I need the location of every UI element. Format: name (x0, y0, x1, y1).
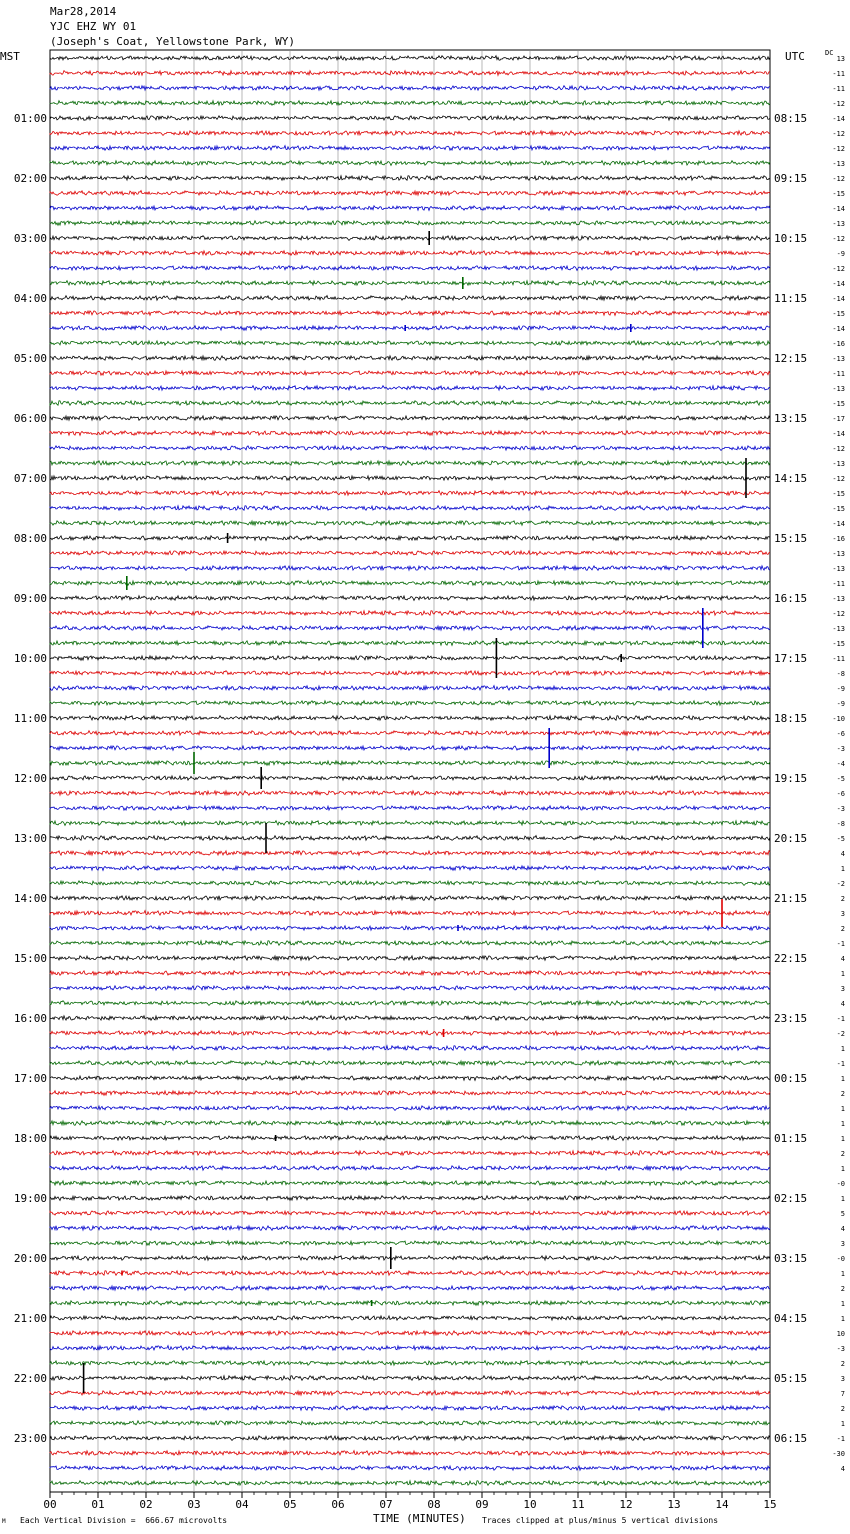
mst-hour-label: 17:00 (13, 1072, 47, 1085)
dc-offset-value: -1 (836, 1435, 845, 1443)
mst-hour-label: 16:00 (13, 1012, 47, 1025)
x-tick-label: 11 (571, 1498, 585, 1511)
utc-hour-label: 17:15 (774, 652, 808, 665)
utc-hour-label: 18:15 (774, 712, 808, 725)
dc-offset-value: -12 (832, 235, 845, 243)
trace-row (50, 806, 770, 810)
dc-offset-value: -6 (836, 730, 845, 738)
vertical-division-note: Each Vertical Division = 666.67 microvolts (20, 1516, 228, 1525)
dc-offset-value: -13 (832, 385, 845, 393)
dc-offset-value: -15 (832, 490, 845, 498)
dc-offset-value: -12 (832, 100, 845, 108)
station-location: (Joseph's Coat, Yellowstone Park, WY) (50, 35, 296, 48)
mst-hour-label: 10:00 (13, 652, 47, 665)
dc-offset-header: DC (825, 49, 834, 57)
trace-row (50, 341, 770, 346)
trace-row (50, 101, 770, 106)
dc-offset-value: 2 (840, 925, 845, 933)
utc-hour-label: 05:15 (774, 1372, 808, 1385)
trace-row (50, 641, 770, 646)
dc-offset-value: -11 (832, 70, 845, 78)
mst-hour-label: 03:00 (13, 232, 47, 245)
dc-offset-value: 1 (840, 1315, 845, 1323)
dc-offset-value: -5 (836, 775, 845, 783)
utc-hour-label: 19:15 (774, 772, 808, 785)
trace-row (50, 881, 770, 886)
trace-row (50, 1091, 770, 1096)
utc-hour-label: 13:15 (774, 412, 808, 425)
station-code: YJC EHZ WY 01 (50, 20, 137, 33)
trace-row (50, 1031, 770, 1036)
dc-offset-value: 1 (840, 1120, 845, 1128)
trace-row (50, 371, 770, 376)
dc-offset-value: 4 (840, 1465, 845, 1473)
x-tick-label: 06 (331, 1498, 345, 1511)
dc-offset-value: -11 (832, 655, 845, 663)
dc-offset-value: -8 (836, 670, 845, 678)
dc-offset-value: -15 (832, 310, 845, 318)
corner-mark: M (2, 1518, 6, 1525)
utc-hour-label: 14:15 (774, 472, 808, 485)
trace-row (50, 206, 770, 211)
trace-row (50, 821, 770, 826)
dc-offset-value: -11 (832, 85, 845, 93)
utc-hour-label: 21:15 (774, 892, 808, 905)
dc-offset-value: 1 (840, 1165, 845, 1173)
dc-offset-value: -14 (832, 115, 845, 123)
trace-row (50, 1451, 770, 1456)
dc-offset-value: 3 (840, 910, 845, 918)
trace-row (50, 71, 770, 76)
trace-row (50, 356, 770, 361)
trace-row (50, 836, 770, 841)
trace-row (50, 986, 770, 990)
x-tick-label: 08 (427, 1498, 441, 1511)
trace-row (50, 1076, 770, 1081)
dc-offset-value: -9 (836, 685, 845, 693)
trace-row (50, 1166, 770, 1171)
dc-offset-value: -4 (836, 760, 845, 768)
utc-hour-label: 06:15 (774, 1432, 808, 1445)
trace-row (50, 1136, 770, 1141)
trace-row (50, 86, 770, 91)
dc-offset-value: 3 (840, 1375, 845, 1383)
dc-offset-value: -17 (832, 415, 845, 423)
dc-offset-value: 2 (840, 895, 845, 903)
dc-offset-value: -11 (832, 580, 845, 588)
trace-row (50, 941, 770, 946)
trace-row (50, 191, 770, 196)
trace-row (50, 1106, 770, 1111)
x-tick-label: 09 (475, 1498, 489, 1511)
mst-hour-label: 18:00 (13, 1132, 47, 1145)
dc-offset-value: -6 (836, 790, 845, 798)
dc-offset-value: -8 (836, 820, 845, 828)
dc-offset-value: -12 (832, 145, 845, 153)
x-tick-label: 13 (667, 1498, 681, 1511)
trace-row (50, 626, 770, 631)
trace-row (50, 896, 770, 901)
dc-offset-value: -14 (832, 295, 845, 303)
dc-offset-value: -12 (832, 265, 845, 273)
dc-offset-value: -5 (836, 835, 845, 843)
trace-row (50, 956, 770, 961)
trace-row (50, 1346, 770, 1351)
dc-offset-value: -11 (832, 370, 845, 378)
trace-row (50, 1421, 770, 1425)
dc-offset-labels (832, 55, 845, 1473)
mst-hour-label: 22:00 (13, 1372, 47, 1385)
trace-row (50, 1151, 770, 1156)
dc-offset-value: -13 (832, 355, 845, 363)
trace-row (50, 1301, 770, 1306)
dc-offset-value: -14 (832, 325, 845, 333)
dc-offset-value: -9 (836, 250, 845, 258)
mst-hour-label: 23:00 (13, 1432, 47, 1445)
trace-row (50, 746, 770, 751)
x-tick-label: 01 (91, 1498, 105, 1511)
dc-offset-value: 1 (840, 1045, 845, 1053)
seismic-events (84, 231, 746, 1393)
utc-hour-label: 08:15 (774, 112, 808, 125)
dc-offset-value: 7 (840, 1390, 845, 1398)
trace-row (50, 1286, 770, 1291)
trace-row (50, 146, 770, 151)
mst-hour-label: 01:00 (13, 112, 47, 125)
trace-row (50, 536, 770, 541)
dc-offset-value: -1 (836, 1015, 845, 1023)
trace-row (50, 776, 770, 781)
trace-row (50, 1016, 770, 1021)
dc-offset-value: 1 (840, 865, 845, 873)
dc-offset-value: 2 (840, 1150, 845, 1158)
dc-offset-value: -13 (832, 220, 845, 228)
dc-offset-value: -3 (836, 805, 845, 813)
trace-row (50, 1406, 770, 1411)
utc-hour-labels (774, 112, 807, 1445)
utc-hour-label: 01:15 (774, 1132, 808, 1145)
dc-offset-value: -15 (832, 190, 845, 198)
dc-offset-value: -12 (832, 175, 845, 183)
dc-offset-value: 3 (840, 1240, 845, 1248)
seismic-traces (50, 56, 770, 1486)
trace-row (50, 1391, 770, 1396)
x-axis-ticks (43, 1492, 776, 1511)
dc-offset-value: -14 (832, 205, 845, 213)
trace-row (50, 1376, 770, 1381)
dc-offset-value: 4 (840, 955, 845, 963)
dc-offset-value: 1 (840, 1075, 845, 1083)
dc-offset-value: -14 (832, 280, 845, 288)
trace-row (50, 551, 770, 556)
trace-row (50, 791, 770, 796)
dc-offset-value: -13 (832, 460, 845, 468)
mst-hour-label: 11:00 (13, 712, 47, 725)
trace-row (50, 266, 770, 271)
trace-row (50, 401, 770, 406)
dc-offset-value: 1 (840, 1135, 845, 1143)
trace-row (50, 701, 770, 706)
dc-offset-value: -16 (832, 340, 845, 348)
utc-hour-label: 20:15 (774, 832, 808, 845)
trace-row (50, 1181, 770, 1186)
trace-row (50, 926, 770, 931)
dc-offset-value: 1 (840, 1300, 845, 1308)
trace-row (50, 1241, 770, 1245)
dc-offset-value: -1 (836, 1060, 845, 1068)
x-tick-label: 04 (235, 1498, 249, 1511)
trace-row (50, 656, 770, 661)
trace-row (50, 1466, 770, 1471)
utc-hour-label: 10:15 (774, 232, 808, 245)
dc-offset-value: -16 (832, 535, 845, 543)
trace-row (50, 1271, 770, 1276)
mst-hour-label: 07:00 (13, 472, 47, 485)
dc-offset-value: 5 (840, 1210, 845, 1218)
mst-hour-label: 08:00 (13, 532, 47, 545)
dc-offset-value: -10 (832, 715, 845, 723)
right-timezone-label: UTC (785, 50, 805, 63)
trace-row (50, 176, 770, 181)
dc-offset-value: 1 (840, 1105, 845, 1113)
dc-offset-value: 1 (840, 970, 845, 978)
dc-offset-value: -12 (832, 475, 845, 483)
trace-row (50, 1361, 770, 1366)
trace-row (50, 731, 770, 736)
utc-hour-label: 02:15 (774, 1192, 808, 1205)
dc-offset-value: -12 (832, 130, 845, 138)
trace-row (50, 1226, 770, 1231)
dc-offset-value: -13 (832, 160, 845, 168)
trace-row (50, 581, 770, 586)
trace-row (50, 1001, 770, 1006)
trace-row (50, 461, 770, 466)
trace-row (50, 1061, 770, 1066)
dc-offset-value: -15 (832, 400, 845, 408)
trace-row (50, 56, 770, 61)
trace-row (50, 911, 770, 916)
mst-hour-label: 02:00 (13, 172, 47, 185)
utc-hour-label: 22:15 (774, 952, 808, 965)
trace-row (50, 611, 770, 616)
dc-offset-value: 3 (840, 985, 845, 993)
trace-row (50, 1121, 770, 1126)
dc-offset-value: 1 (840, 1420, 845, 1428)
dc-offset-value: -0 (836, 1180, 845, 1188)
x-axis-title: TIME (MINUTES) (373, 1512, 466, 1525)
dc-offset-value: -2 (836, 1030, 845, 1038)
dc-offset-value: -2 (836, 880, 845, 888)
x-tick-label: 07 (379, 1498, 393, 1511)
trace-row (50, 671, 770, 676)
mst-hour-label: 14:00 (13, 892, 47, 905)
x-tick-label: 15 (763, 1498, 777, 1511)
dc-offset-value: -0 (836, 1255, 845, 1263)
dc-offset-value: 2 (840, 1405, 845, 1413)
mst-hour-label: 20:00 (13, 1252, 47, 1265)
mst-hour-label: 04:00 (13, 292, 47, 305)
trace-row (50, 236, 770, 241)
dc-offset-value: -12 (832, 610, 845, 618)
dc-offset-value: -30 (832, 1450, 845, 1458)
left-timezone-label: MST (0, 50, 20, 63)
trace-row (50, 761, 770, 766)
x-tick-label: 03 (187, 1498, 201, 1511)
x-tick-label: 00 (43, 1498, 57, 1511)
trace-row (50, 1331, 770, 1336)
mst-hour-label: 21:00 (13, 1312, 47, 1325)
utc-hour-label: 16:15 (774, 592, 808, 605)
trace-row (50, 326, 770, 331)
mst-hour-label: 13:00 (13, 832, 47, 845)
dc-offset-value: -3 (836, 1345, 845, 1353)
trace-row (50, 1211, 770, 1216)
dc-offset-value: -13 (832, 625, 845, 633)
trace-row (50, 851, 770, 856)
trace-row (50, 1046, 770, 1051)
trace-row (50, 866, 770, 871)
utc-hour-label: 03:15 (774, 1252, 808, 1265)
trace-row (50, 1316, 770, 1321)
dc-offset-value: 2 (840, 1285, 845, 1293)
dc-offset-value: -12 (832, 445, 845, 453)
trace-row (50, 1436, 770, 1441)
trace-row (50, 716, 770, 721)
trace-row (50, 281, 770, 286)
trace-row (50, 221, 770, 226)
dc-offset-value: 2 (840, 1090, 845, 1098)
trace-row (50, 1481, 770, 1486)
mst-hour-label: 09:00 (13, 592, 47, 605)
dc-offset-value: -13 (832, 565, 845, 573)
trace-row (50, 431, 770, 436)
dc-offset-value: -14 (832, 520, 845, 528)
mst-hour-label: 15:00 (13, 952, 47, 965)
dc-offset-value: -14 (832, 430, 845, 438)
trace-row (50, 566, 770, 571)
dc-offset-value: 4 (840, 1000, 845, 1008)
dc-offset-value: -15 (832, 640, 845, 648)
trace-row (50, 296, 770, 301)
trace-row (50, 131, 770, 136)
trace-row (50, 311, 770, 316)
x-tick-label: 05 (283, 1498, 297, 1511)
mst-hour-label: 12:00 (13, 772, 47, 785)
utc-hour-label: 00:15 (774, 1072, 808, 1085)
dc-offset-value: -13 (832, 550, 845, 558)
trace-row (50, 1196, 770, 1201)
trace-row (50, 116, 770, 121)
x-tick-label: 10 (523, 1498, 537, 1511)
dc-offset-value: -13 (832, 595, 845, 603)
utc-hour-label: 04:15 (774, 1312, 808, 1325)
utc-hour-label: 11:15 (774, 292, 808, 305)
dc-offset-value: -1 (836, 940, 845, 948)
mst-hour-label: 06:00 (13, 412, 47, 425)
trace-row (50, 161, 770, 166)
clipping-note: Traces clipped at plus/minus 5 vertical divisions (482, 1516, 719, 1525)
trace-row (50, 491, 770, 496)
dc-offset-value: -9 (836, 700, 845, 708)
dc-offset-value: 10 (836, 1330, 845, 1338)
utc-hour-label: 23:15 (774, 1012, 808, 1025)
dc-offset-value: 1 (840, 1270, 845, 1278)
mst-hour-labels (14, 112, 47, 1445)
trace-row (50, 446, 770, 451)
trace-row (50, 251, 770, 256)
trace-row (50, 1256, 770, 1261)
trace-row (50, 596, 770, 601)
x-tick-label: 02 (139, 1498, 153, 1511)
chart-date: Mar28,2014 (50, 5, 117, 18)
dc-offset-value: 1 (840, 1195, 845, 1203)
mst-hour-label: 19:00 (13, 1192, 47, 1205)
trace-row (50, 971, 770, 976)
dc-offset-value: -3 (836, 745, 845, 753)
x-tick-label: 12 (619, 1498, 633, 1511)
trace-row (50, 386, 770, 391)
dc-offset-value: -15 (832, 505, 845, 513)
trace-row (50, 506, 770, 511)
mst-hour-label: 05:00 (13, 352, 47, 365)
dc-offset-value: 2 (840, 1360, 845, 1368)
trace-row (50, 521, 770, 526)
utc-hour-label: 15:15 (774, 532, 808, 545)
utc-hour-label: 09:15 (774, 172, 808, 185)
trace-row (50, 476, 770, 481)
dc-offset-value: 4 (840, 1225, 845, 1233)
dc-offset-value: 4 (840, 850, 845, 858)
dc-offset-value: 13 (836, 55, 845, 63)
utc-hour-label: 12:15 (774, 352, 808, 365)
trace-row (50, 416, 770, 421)
x-tick-label: 14 (715, 1498, 729, 1511)
trace-row (50, 686, 770, 691)
